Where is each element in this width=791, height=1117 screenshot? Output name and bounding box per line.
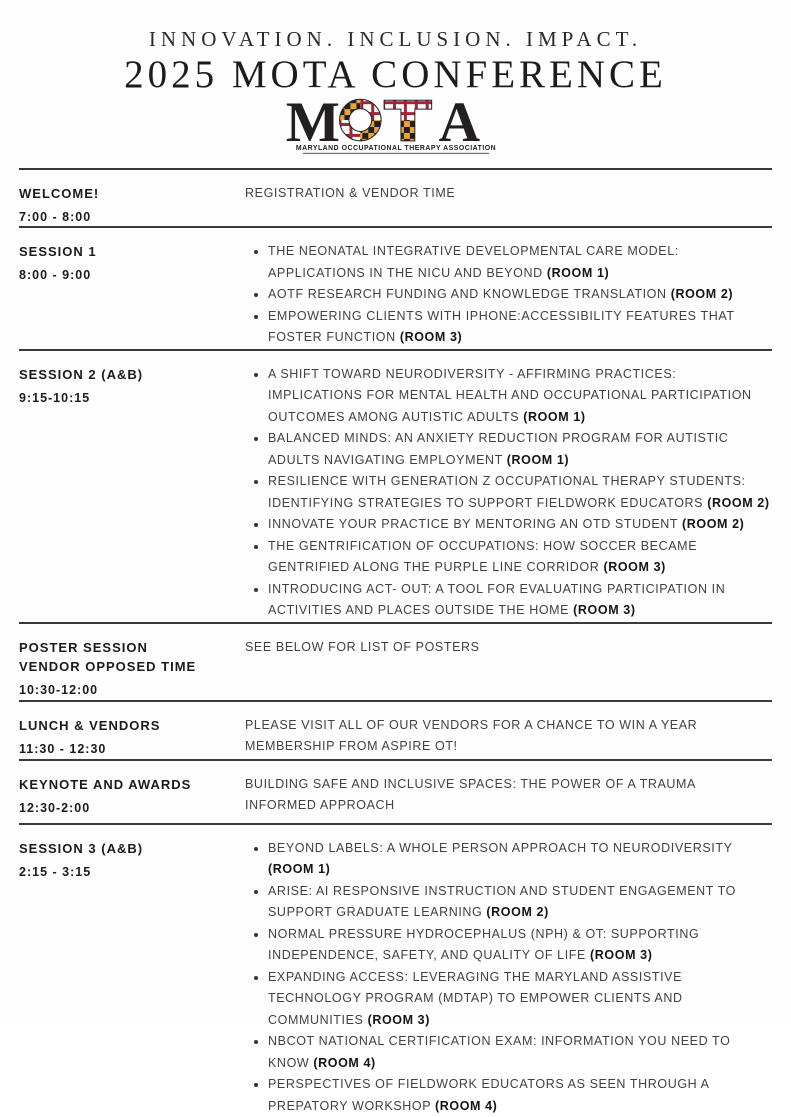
room-tag: (ROOM 1) [268, 862, 330, 876]
session-label-cell [19, 838, 245, 881]
room-tag: (ROOM 1) [547, 266, 609, 280]
schedule-row [19, 700, 772, 759]
session-item [245, 514, 770, 536]
session-detail-cell [245, 715, 772, 758]
session-item-title: THE NEONATAL INTEGRATIVE DEVELOPMENTAL CARE MODEL: APPLICATIONS IN THE NICU AND BEYOND [268, 244, 679, 280]
session-item [245, 1074, 770, 1117]
room-tag: (ROOM 2) [671, 287, 733, 301]
session-time: 8:00 - 9:00 [19, 266, 245, 284]
session-item [245, 536, 770, 579]
session-item [245, 838, 770, 881]
session-item [245, 241, 770, 284]
session-text: BUILDING SAFE AND INCLUSIVE SPACES: THE POWER OF A TRAUMA INFORMED APPROACH [245, 774, 770, 817]
session-time: 10:30-12:00 [19, 681, 245, 699]
session-item-title: INTRODUCING ACT- OUT: A TOOL FOR EVALUATING PARTICIPATION IN ACTIVITIES AND PLACES OUTSIDE THE HOME [268, 582, 725, 618]
room-tag: (ROOM 3) [400, 330, 462, 344]
room-tag: (ROOM 2) [682, 517, 744, 531]
session-label-cell [19, 183, 245, 226]
session-item-title: PERSPECTIVES OF FIELDWORK EDUCATORS AS SEEN THROUGH A PREPATORY WORKSHOP [268, 1077, 709, 1113]
schedule-row [19, 823, 772, 1117]
session-item-title: THE GENTRIFICATION OF OCCUPATIONS: HOW SOCCER BECAME GENTRIFIED ALONG THE PURPLE LINE CORRIDOR [268, 539, 697, 575]
session-item [245, 881, 770, 924]
session-item-title: BALANCED MINDS: AN ANXIETY REDUCTION PROGRAM FOR AUTISTIC ADULTS NAVIGATING EMPLOYMENT [268, 431, 728, 467]
session-list [245, 364, 770, 622]
room-tag: (ROOM 1) [507, 453, 569, 467]
page-header [0, 0, 791, 168]
session-detail-cell [245, 838, 772, 1117]
room-tag: (ROOM 2) [707, 496, 769, 510]
session-text: PLEASE VISIT ALL OF OUR VENDORS FOR A CHANCE TO WIN A YEAR MEMBERSHIP FROM ASPIRE OT! [245, 715, 770, 758]
session-detail-cell [245, 774, 772, 817]
session-list [245, 838, 770, 1117]
session-label-cell [19, 637, 245, 699]
room-tag: (ROOM 3) [573, 603, 635, 617]
logo-letter-m: M [285, 91, 339, 154]
session-item-title: A SHIFT TOWARD NEURODIVERSITY - AFFIRMING PRACTICES: IMPLICATIONS FOR MENTAL HEALTH AND OCCUPATIONAL PARTICIPATION OUTCOMES AMONG AUTISTIC ADULTS [268, 367, 752, 424]
session-time: 9:15-10:15 [19, 389, 245, 407]
session-item-title: EXPANDING ACCESS: LEVERAGING THE MARYLAND ASSISTIVE TECHNOLOGY PROGRAM (MDTAP) TO EMPOWER CLIENTS AND COMMUNITIES [268, 970, 683, 1027]
session-label: LUNCH & VENDORS [19, 716, 245, 735]
session-item [245, 428, 770, 471]
mota-logo [0, 97, 791, 160]
session-label: SESSION 2 (A&B) [19, 365, 245, 384]
schedule-row [19, 226, 772, 349]
schedule-row [19, 759, 772, 823]
schedule [19, 168, 772, 1117]
session-time: 7:00 - 8:00 [19, 208, 245, 226]
page-title: 2025 MOTA CONFERENCE [0, 55, 791, 96]
session-text: REGISTRATION & VENDOR TIME [245, 183, 770, 205]
session-detail-cell [245, 637, 772, 659]
session-item-title: AOTF RESEARCH FUNDING AND KNOWLEDGE TRANSLATION [268, 287, 671, 301]
session-item [245, 1031, 770, 1074]
room-tag: (ROOM 1) [523, 410, 585, 424]
room-tag: (ROOM 3) [368, 1013, 430, 1027]
room-tag: (ROOM 3) [590, 948, 652, 962]
session-item [245, 924, 770, 967]
session-label: SESSION 1 [19, 242, 245, 261]
session-item-title: NBCOT NATIONAL CERTIFICATION EXAM: INFORMATION YOU NEED TO KNOW [268, 1034, 730, 1070]
session-item-title: INNOVATE YOUR PRACTICE BY MENTORING AN OTD STUDENT [268, 517, 682, 531]
session-label-cell [19, 241, 245, 284]
session-list [245, 241, 770, 349]
schedule-row [19, 622, 772, 700]
schedule-row [19, 349, 772, 622]
session-item-title: RESILIENCE WITH GENERATION Z OCCUPATIONAL THERAPY STUDENTS: IDENTIFYING STRATEGIES TO SUPPORT FIELDWORK EDUCATORS [268, 474, 746, 510]
session-time: 2:15 - 3:15 [19, 863, 245, 881]
session-item [245, 306, 770, 349]
conference-tagline: INNOVATION. INCLUSION. IMPACT. [0, 27, 791, 52]
session-detail-cell [245, 241, 772, 349]
session-item [245, 579, 770, 622]
session-detail-cell [245, 183, 772, 205]
session-label: POSTER SESSION [19, 638, 245, 657]
session-time: 11:30 - 12:30 [19, 740, 245, 758]
session-label: VENDOR OPPOSED TIME [19, 657, 245, 676]
session-label-cell [19, 364, 245, 407]
room-tag: (ROOM 4) [435, 1099, 497, 1113]
session-label: KEYNOTE AND AWARDS [19, 775, 245, 794]
session-label: WELCOME! [19, 184, 245, 203]
logo-letter-t [384, 100, 432, 141]
session-item [245, 471, 770, 514]
session-label: SESSION 3 (A&B) [19, 839, 245, 858]
session-label-cell [19, 774, 245, 817]
logo-caption: MARYLAND OCCUPATIONAL THERAPY ASSOCIATION [295, 145, 495, 152]
room-tag: (ROOM 2) [486, 905, 548, 919]
session-item-title: ARISE: AI RESPONSIVE INSTRUCTION AND STUDENT ENGAGEMENT TO SUPPORT GRADUATE LEARNING [268, 884, 736, 920]
session-item [245, 967, 770, 1032]
session-time: 12:30-2:00 [19, 799, 245, 817]
room-tag: (ROOM 3) [603, 560, 665, 574]
session-item [245, 284, 770, 306]
session-detail-cell [245, 364, 772, 622]
session-item-title: BEYOND LABELS: A WHOLE PERSON APPROACH TO NEURODIVERSITY [268, 841, 732, 855]
room-tag: (ROOM 4) [313, 1056, 375, 1070]
schedule-row [19, 168, 772, 226]
session-item-title: EMPOWERING CLIENTS WITH IPHONE:ACCESSIBILITY FEATURES THAT FOSTER FUNCTION [268, 309, 734, 345]
session-item [245, 364, 770, 429]
session-item-title: NORMAL PRESSURE HYDROCEPHALUS (NPH) & OT: SUPPORTING INDEPENDENCE, SAFETY, AND QUALITY OF LIFE [268, 927, 699, 963]
session-text: SEE BELOW FOR LIST OF POSTERS [245, 637, 770, 659]
mota-logo-graphic [291, 97, 501, 155]
logo-letter-a: A [438, 91, 480, 154]
session-label-cell [19, 715, 245, 758]
